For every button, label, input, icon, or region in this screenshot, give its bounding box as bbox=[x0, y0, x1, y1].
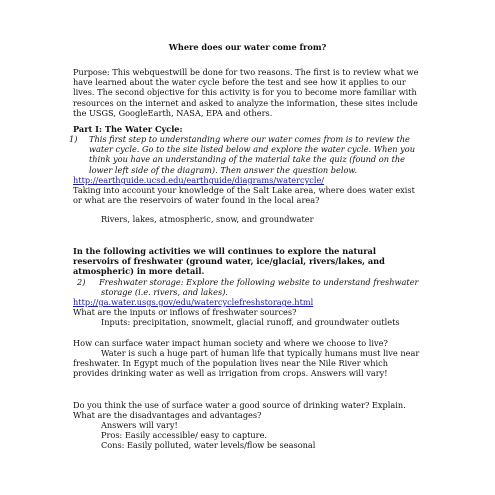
part1-answer: Rivers, lakes, atmospheric, snow, and groundwater bbox=[101, 214, 314, 224]
part2-intro: In the following activities we will continues to explore the natural reservoirs of freshwater (ground water, ice/glacial, rivers/lakes, and atmospheric) in more detail. bbox=[73, 246, 385, 277]
part1-item-row bbox=[69, 134, 423, 175]
part1-item-number: 1) bbox=[69, 134, 78, 144]
part1-heading: Part I: The Water Cycle: bbox=[73, 124, 183, 134]
freshwater-storage-link[interactable]: http://ga.water.usgs.gov/edu/watercyclefreshstorage.html bbox=[73, 297, 314, 307]
page-title: Where does our water come from? bbox=[168, 42, 327, 52]
drinking-answer-1: Answers will vary! bbox=[101, 420, 178, 430]
part2-item-number: 2) bbox=[77, 277, 86, 287]
part2-item-row bbox=[73, 277, 423, 297]
part2-answer: Inputs: precipitation, snowmelt, glacial runoff, and groundwater outlets bbox=[101, 317, 400, 327]
part2-item-text: Freshwater storage: Explore the following website to understand freshwater storage (i.e. rivers, and lakes). bbox=[99, 277, 419, 298]
drinking-question-2: What are the disadvantages and advantages? bbox=[73, 410, 262, 420]
part1-item-text: This first step to understanding where our water comes from is to review the water cycle. Go to the site listed below and explore the water cycle. When you think you have an understanding of the material take the quiz (found on the lower left side of the diagram). Then answer the question below. bbox=[89, 134, 416, 175]
drinking-question-1: Do you think the use of surface water a good source of drinking water? Explain. bbox=[73, 400, 406, 410]
part2-item bbox=[73, 277, 423, 297]
surface-answer-first: Water is such a huge part of human life that typically humans must live near bbox=[101, 348, 420, 358]
part2-question: What are the inputs or inflows of freshwater sources? bbox=[73, 307, 297, 317]
surface-answer-rest: freshwater. In Egypt much of the population lives near the Nile River which provides drinking water as well as irrigation from crops. Answers will vary! bbox=[73, 358, 388, 379]
part1-item bbox=[69, 134, 423, 175]
drinking-answer-cons: Cons: Easily polluted, water levels/flow be seasonal bbox=[101, 440, 316, 450]
drinking-answer-pros: Pros: Easily accessible/ easy to capture. bbox=[101, 430, 268, 440]
watercycle-link[interactable]: http://earthguide.ucsd.edu/earthguide/diagrams/watercycle/ bbox=[73, 175, 325, 185]
surface-question: How can surface water impact human society and where we choose to live? bbox=[73, 338, 388, 348]
purpose-paragraph: Purpose: This webquestwill be done for two reasons. The first is to review what we have learned about the water cycle before the test and see how it applies to our lives. The second objective for this activity is for you to become more familiar with resources on the internet and asked to analyze the information, these sites include the USGS, GoogleEarth, NASA, EPA and others. bbox=[73, 67, 419, 118]
part1-question: Taking into account your knowledge of the Salt Lake area, where does water exist or what are the reservoirs of water found in the local area? bbox=[73, 185, 415, 206]
